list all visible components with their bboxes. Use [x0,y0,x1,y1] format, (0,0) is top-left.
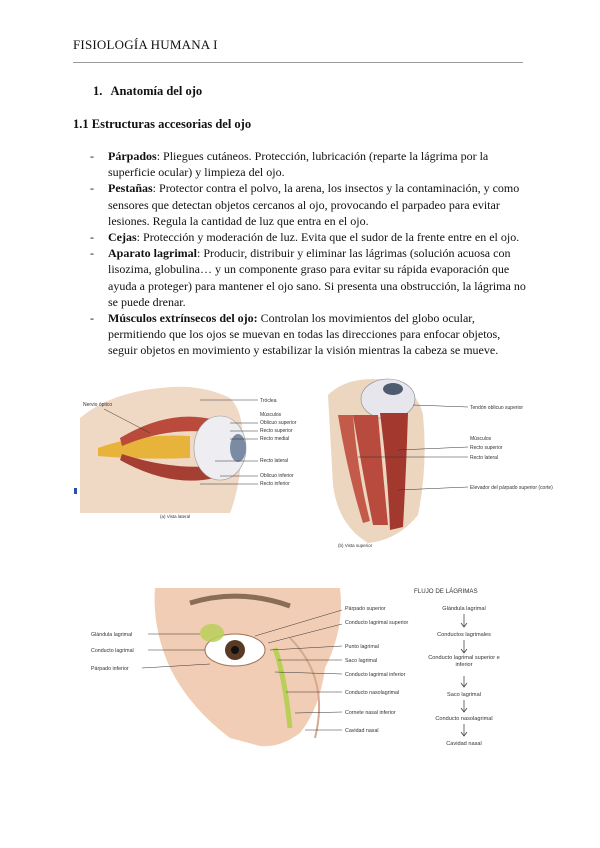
figure-label: Recto superior [260,428,293,434]
eye-muscles-lateral-figure [80,378,320,523]
leader-line [413,405,468,407]
item-text: Producir, distribuir y eliminar las lágrimas (solución acuosa con lisozima, globulina… y un componente graso para evitar su rápida evaporación que ayuda a proteger) para mantener el ojo sano. Si presenta una obstrucción, la lágrima no se puede drenar. [108,246,526,309]
figure-marker [74,488,77,494]
face-skin [155,588,341,746]
item-term: Cejas [108,230,137,245]
flow-title: FLUJO DE LÁGRIMAS [414,588,478,595]
item-sep: : [197,246,201,261]
item-text: Protección y moderación de luz. Evita que el sudor de la frente entre en el ojo. [140,230,520,245]
list-dash: - [90,181,94,196]
figure-label: Recto lateral [470,455,499,461]
list-item [90,148,530,180]
arrow-down-icon [461,614,467,627]
list-item [90,310,530,359]
figure-label: Recto superior [470,445,503,451]
flow-step: Conducto lagrimal superior e inferior [428,655,500,668]
figure-label: Párpado superior [345,606,386,612]
flow-step: Saco lagrimal [447,692,481,698]
item-term: Músculos extrínsecos del ojo: [108,311,258,326]
figure-label: Tendón oblicuo superior [470,405,524,411]
item-text: Controlan los movimientos del globo ocular, permitiendo que los ojos se muevan en todas las direcciones para enfocar objetos, seguir objetos en movimiento y estabilizar la visión mientras la cabeza se mueve. [108,311,501,358]
arrow-down-icon [461,676,467,687]
page-header: FISIOLOGÍA HUMANA I [73,37,218,52]
figure-label: Cornete nasal inferior [345,710,396,716]
figure-caption: (b) Vista superior [338,543,373,548]
pupil [231,646,239,654]
figure-label: Nervio óptico [83,402,113,408]
flow-step: Glándula lagrimal [442,606,486,612]
header-rule [73,62,523,63]
arrow-down-icon [461,724,467,736]
figure-label: Saco lagrimal [345,658,378,664]
list-dash: - [90,149,94,163]
list-dash: - [90,311,94,326]
tear-flow-diagram [412,586,532,751]
figure-label: Elevador del párpado superior (corte) [470,485,553,491]
figure-label: Párpado inferior [91,666,129,672]
list-item [90,180,530,229]
figure-label: Cavidad nasal [345,728,379,734]
flow-step: Conductos lagrimales [437,632,491,638]
list-item [90,229,530,245]
figure-label: Conducto nasolagrimal [345,690,400,696]
item-text: Protector contra el polvo, la arena, los insectos y la contaminación, y como sensores que detectan objetos cercanos al ojo, provocando el parpadeo para evitar lesiones. Regula la cantidad de luz que entra en el ojo. [108,181,520,228]
figure-label: Conducto lagrimal inferior [345,672,406,678]
figure-label: Recto lateral [260,458,289,464]
figure-label: Oblicuo superior [260,420,297,426]
flow-step-wrap [426,655,502,673]
figure-label: Recto inferior [260,481,290,487]
list-dash: - [90,246,94,261]
arrow-down-icon [461,700,467,712]
cornea [230,434,246,462]
section-title: Anatomía del ojo [110,84,203,98]
subsection-heading: 1.1 Estructuras accesorias del ojo [73,117,252,131]
figure-label: Glándula lagrimal [91,632,133,638]
flow-step: Conducto nasolagrimal [435,716,493,722]
arrow-down-icon [461,640,467,653]
figure-label: Conducto lagrimal superior [345,620,409,626]
figure-label: Recto medial [260,436,290,442]
figure-label: Músculos [470,436,492,442]
figure-label: Punto lagrimal [345,644,379,650]
list-dash: - [90,230,94,245]
accessory-structures-list [90,148,530,359]
item-sep: : [152,181,157,196]
item-sep: : [156,149,161,163]
lacrimal-apparatus-figure [90,588,409,753]
figure-label: Músculos [260,412,282,418]
flow-step: Cavidad nasal [446,741,482,747]
figure-caption: (a) Vista lateral [160,514,191,519]
figure-label: Oblicuo inferior [260,473,294,479]
item-sep: : [136,230,141,245]
section-number: 1. [93,84,103,98]
section-heading [93,84,202,99]
eye-muscles-superior-figure [318,375,553,550]
cornea [383,383,403,395]
item-text: Pliegues cutáneos. Protección, lubricación (reparte la lágrima por la superficie ocular) y limpieza del ojo. [108,149,489,180]
figure-label: Conducto lagrimal [91,648,134,654]
figure-label: Tróclea [260,398,277,404]
item-term: Aparato lagrimal [108,246,197,261]
lacrimal-gland [200,624,224,642]
item-term: Párpados [108,149,157,163]
list-item [90,245,530,310]
item-term: Pestañas [108,181,153,196]
